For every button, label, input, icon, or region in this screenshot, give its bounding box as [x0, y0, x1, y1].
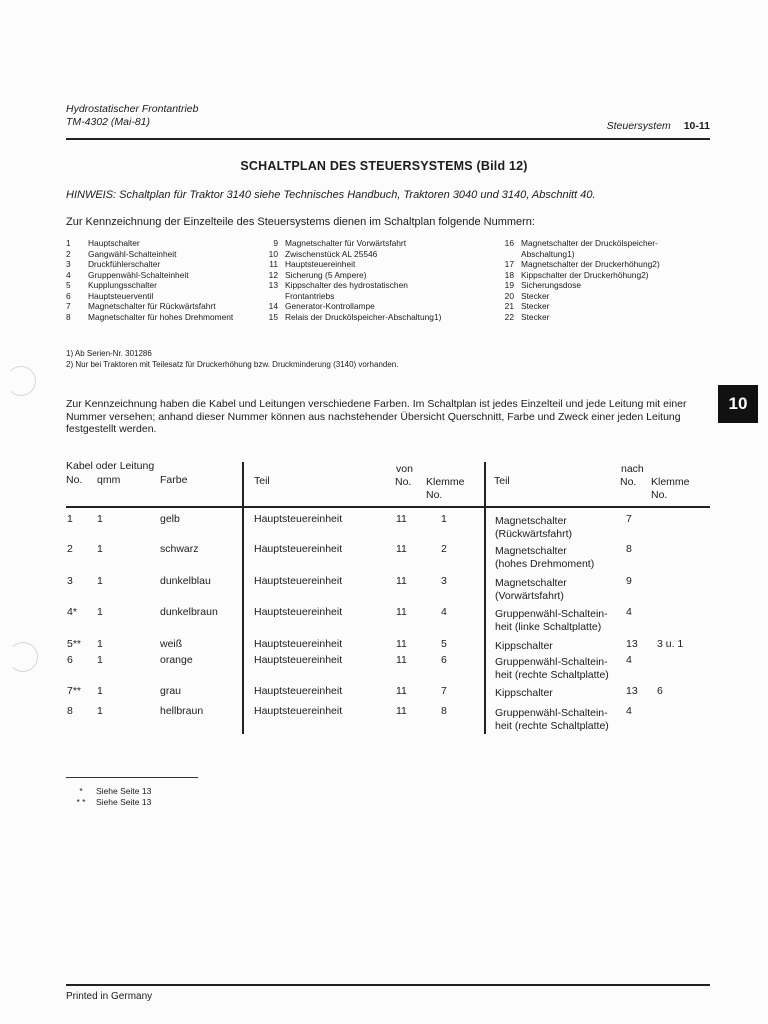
- part-item: [492, 249, 660, 260]
- col-teil: Teil: [254, 475, 270, 487]
- part-label: Generator-Kontrollampe: [285, 301, 375, 311]
- part-item: [256, 301, 441, 312]
- part-item: [492, 280, 660, 291]
- cell-nach-teil: Gruppenwähl-Schaltein-: [495, 707, 608, 719]
- table-header-rule: [66, 506, 710, 508]
- part-label: Magnetschalter für hohes Drehmoment: [88, 311, 234, 322]
- col-von-no: No.: [395, 476, 412, 488]
- cell-von-no: 11: [396, 606, 407, 618]
- cell-nach-no: 4: [626, 705, 632, 717]
- cell-farbe: grau: [160, 685, 182, 697]
- part-item: [492, 312, 660, 323]
- cell-von-no: 11: [396, 513, 407, 525]
- col-qmm: qmm: [97, 474, 121, 486]
- cell-klemme: 1: [441, 513, 447, 525]
- part-label: Kupplungsschalter: [88, 280, 157, 290]
- part-label: Frontantriebs: [285, 290, 335, 301]
- intro-text: Zur Kennzeichnung der Einzelteile des Steuersystems dienen im Schaltplan folgende Nummern:: [66, 216, 535, 228]
- part-number: 5: [66, 280, 71, 290]
- cell-no: 3: [67, 575, 73, 587]
- footnote-rule: [66, 777, 198, 778]
- table-divider: [242, 462, 244, 734]
- cell-teil: Hauptsteuereinheit: [254, 513, 343, 525]
- cell-farbe: dunkelblau: [160, 575, 211, 587]
- part-item: [492, 259, 660, 270]
- cell-klemme: 8: [441, 705, 447, 717]
- part-label: Stecker: [521, 290, 550, 301]
- part-number: 7: [66, 301, 71, 311]
- part-number: 10: [268, 248, 278, 259]
- footnotes: [66, 348, 398, 370]
- manual-title: Hydrostatischer Frontantrieb: [66, 103, 199, 115]
- star-notes: [66, 786, 151, 808]
- part-label: Magnetschalter der Druckölspeicher-: [521, 238, 658, 248]
- col-nach-teil: Teil: [494, 475, 510, 487]
- part-label: Kippschalter des hydrostatischen: [285, 280, 408, 290]
- section-tab: 10: [718, 385, 758, 423]
- cell-klemme: 3: [441, 575, 447, 587]
- part-label: Druckfühlerschalter: [88, 259, 161, 269]
- document-header: [66, 103, 198, 129]
- part-item: [492, 301, 660, 312]
- cell-nach-teil: heit (rechte Schaltplatte): [495, 669, 609, 681]
- part-item: [256, 312, 441, 323]
- part-number: 1: [66, 238, 71, 248]
- part-label: Magnetschalter der Druckerhöhung2): [521, 259, 660, 269]
- cell-nach-teil: (hohes Drehmoment): [495, 558, 595, 570]
- punch-hole: [6, 366, 36, 396]
- star-note-text: Siehe Seite 13: [96, 786, 152, 796]
- cell-nach-teil: Kippschalter: [495, 640, 553, 652]
- cell-von-no: 11: [396, 685, 407, 697]
- star-mark: * *: [76, 797, 86, 807]
- part-item: [492, 238, 660, 249]
- part-item: [66, 312, 233, 323]
- part-number: 16: [504, 238, 514, 248]
- part-number: 2: [66, 248, 71, 259]
- cell-qmm: 1: [97, 606, 103, 618]
- part-number: 4: [66, 269, 71, 280]
- cell-qmm: 1: [97, 654, 103, 666]
- cell-farbe: gelb: [160, 513, 180, 525]
- part-number: 19: [504, 280, 514, 290]
- cell-no: 2: [67, 543, 73, 555]
- star-mark: *: [79, 786, 83, 796]
- explanation-paragraph: Zur Kennzeichnung haben die Kabel und Leitungen verschiedene Farben. Im Schaltplan ist jedes Einzelteil und jede Leitung mit einer Nummer versehen; anhand dieser Nummer können aus nachstehender Übersicht Querschnitt, Farbe und Zweck einer jeden Leitung festgestellt werden.: [66, 398, 687, 435]
- cell-nach-no: 9: [626, 575, 632, 587]
- col-nach-klemme-no: No.: [651, 489, 668, 501]
- part-number: 3: [66, 259, 71, 269]
- star-note: [66, 786, 151, 797]
- part-label: Relais der Druckölspeicher-Abschaltung1): [285, 311, 442, 322]
- part-number: 21: [504, 301, 514, 311]
- cell-no: 8: [67, 705, 73, 717]
- cell-nach-no: 13: [626, 685, 638, 697]
- part-label: Magnetschalter für Rückwärtsfahrt: [88, 301, 216, 311]
- part-number: 11: [269, 259, 278, 269]
- col-nach-no: No.: [620, 476, 637, 488]
- part-item: [256, 280, 441, 291]
- part-item: [256, 238, 441, 249]
- part-item: [256, 259, 441, 270]
- star-note: [66, 797, 151, 808]
- part-number: 13: [268, 280, 278, 290]
- cell-farbe: orange: [160, 654, 193, 666]
- footnote-2: 2) Nur bei Traktoren mit Teilesatz für Druckerhöhung bzw. Druckminderung (3140) vorhanden.: [66, 360, 399, 369]
- part-label: Hauptsteuerventil: [88, 290, 154, 301]
- cell-klemme: 5: [441, 638, 447, 650]
- footer-rule: [66, 984, 710, 986]
- cell-von-no: 11: [396, 654, 407, 666]
- cell-nach-klemme: 6: [657, 685, 663, 697]
- cell-no: 1: [67, 513, 73, 525]
- cell-qmm: 1: [97, 543, 103, 555]
- footnote-1: 1) Ab Serien-Nr. 301286: [66, 349, 152, 358]
- part-label: Stecker: [521, 311, 550, 322]
- part-label: Hauptsteuereinheit: [285, 259, 356, 269]
- cell-teil: Hauptsteuereinheit: [254, 606, 343, 618]
- part-label: Hauptschalter: [88, 238, 140, 248]
- cell-von-no: 11: [396, 638, 407, 650]
- part-item: [66, 249, 233, 260]
- cell-qmm: 1: [97, 685, 103, 697]
- cell-klemme: 4: [441, 606, 447, 618]
- parts-list-col3: [492, 238, 660, 322]
- part-item: [66, 259, 233, 270]
- part-number: 6: [66, 290, 71, 301]
- part-number: 18: [504, 269, 514, 280]
- cell-klemme: 2: [441, 543, 447, 555]
- col-nach-klemme: Klemme: [651, 476, 690, 488]
- cell-nach-no: 4: [626, 606, 632, 618]
- part-label: Zwischenstück AL 25546: [285, 248, 378, 259]
- cell-nach-no: 7: [626, 513, 632, 525]
- part-label: Magnetschalter für Vorwärtsfahrt: [285, 238, 407, 248]
- cell-nach-teil: Gruppenwähl-Schaltein-: [495, 608, 608, 620]
- cell-teil: Hauptsteuereinheit: [254, 654, 343, 666]
- cell-no: 7**: [67, 685, 82, 697]
- col-farbe: Farbe: [160, 474, 188, 486]
- cell-farbe: schwarz: [160, 543, 199, 555]
- part-label: Gruppenwähl-Schalteinheit: [88, 269, 189, 280]
- cell-nach-teil: (Rückwärtsfahrt): [495, 528, 573, 540]
- part-item: [66, 291, 233, 302]
- cell-von-no: 11: [396, 705, 407, 717]
- part-item: [256, 270, 441, 281]
- col-nach: nach: [621, 463, 644, 475]
- part-item: [66, 280, 233, 291]
- parts-list-col2: [256, 238, 441, 322]
- cell-klemme: 7: [441, 685, 447, 697]
- parts-list-col1: [66, 238, 233, 322]
- part-number: 17: [504, 259, 514, 269]
- part-number: 22: [504, 311, 514, 322]
- table-divider: [484, 462, 486, 734]
- manual-number: TM-4302 (Mai-81): [66, 116, 151, 128]
- cell-nach-teil: Magnetschalter: [495, 545, 567, 557]
- part-label: Gangwähl-Schalteinheit: [88, 248, 177, 259]
- cell-nach-teil: (Vorwärtsfahrt): [495, 590, 564, 602]
- part-label: Stecker: [521, 301, 550, 311]
- cell-nach-teil: Gruppenwähl-Schaltein-: [495, 656, 608, 668]
- part-label: Kippschalter der Druckerhöhung2): [521, 269, 649, 280]
- col-von: von: [396, 463, 413, 475]
- col-klemme: Klemme: [426, 476, 465, 488]
- part-item: [66, 238, 233, 249]
- cell-nach-teil: Magnetschalter: [495, 577, 567, 589]
- col-no: No.: [66, 474, 83, 486]
- note-text: HINWEIS: Schaltplan für Traktor 3140 siehe Technisches Handbuch, Traktoren 3040 und 3140, Abschnitt 40.: [66, 189, 596, 201]
- part-number: 15: [268, 311, 278, 322]
- cell-farbe: weiß: [160, 638, 183, 650]
- cell-nach-no: 4: [626, 654, 632, 666]
- page-title: SCHALTPLAN DES STEUERSYSTEMS (Bild 12): [240, 159, 528, 173]
- part-label: Sicherungsdose: [521, 280, 582, 290]
- col-klemme-no: No.: [426, 489, 443, 501]
- page-header-right: [607, 120, 710, 132]
- cell-teil: Hauptsteuereinheit: [254, 685, 343, 697]
- cell-nach-teil: heit (linke Schaltplatte): [495, 621, 602, 633]
- cell-farbe: dunkelbraun: [160, 606, 218, 618]
- cell-farbe: hellbraun: [160, 705, 204, 717]
- col-kabel-heading: Kabel oder Leitung: [66, 460, 155, 472]
- part-number: 20: [504, 290, 514, 301]
- part-number: 9: [273, 238, 278, 248]
- printed-note: Printed in Germany: [66, 991, 153, 1002]
- cell-no: 4*: [67, 606, 77, 618]
- part-item: [492, 270, 660, 281]
- part-number: 14: [268, 301, 278, 311]
- cell-qmm: 1: [97, 638, 103, 650]
- cell-teil: Hauptsteuereinheit: [254, 575, 343, 587]
- header-rule: [66, 138, 710, 140]
- part-item: [256, 249, 441, 260]
- cell-no: 6: [67, 654, 73, 666]
- cell-no: 5**: [67, 638, 82, 650]
- cell-teil: Hauptsteuereinheit: [254, 543, 343, 555]
- cell-qmm: 1: [97, 575, 103, 587]
- cell-nach-teil: heit (rechte Schaltplatte): [495, 720, 609, 732]
- punch-hole: [8, 642, 38, 672]
- part-number: [492, 249, 514, 260]
- cell-nach-klemme: 3 u. 1: [657, 638, 684, 650]
- part-label: Sicherung (5 Ampere): [285, 269, 367, 280]
- cell-qmm: 1: [97, 705, 103, 717]
- part-number: 8: [66, 311, 71, 322]
- cell-nach-teil: Kippschalter: [495, 687, 553, 699]
- cell-qmm: 1: [97, 513, 103, 525]
- cell-von-no: 11: [396, 575, 407, 587]
- cell-teil: Hauptsteuereinheit: [254, 705, 343, 717]
- part-item: [256, 291, 441, 302]
- section-name: Steuersystem: [606, 120, 671, 132]
- star-note-text: Siehe Seite 13: [96, 797, 152, 807]
- cell-nach-teil: Magnetschalter: [495, 515, 567, 527]
- cell-von-no: 11: [396, 543, 407, 555]
- page-number: 10-11: [683, 120, 710, 132]
- cell-klemme: 6: [441, 654, 447, 666]
- part-label: Abschaltung1): [521, 248, 575, 259]
- part-item: [66, 270, 233, 281]
- part-number: [256, 291, 278, 302]
- part-item: [66, 301, 233, 312]
- cell-nach-no: 13: [626, 638, 638, 650]
- cell-teil: Hauptsteuereinheit: [254, 638, 343, 650]
- part-number: 12: [268, 269, 278, 280]
- part-item: [492, 291, 660, 302]
- cell-nach-no: 8: [626, 543, 632, 555]
